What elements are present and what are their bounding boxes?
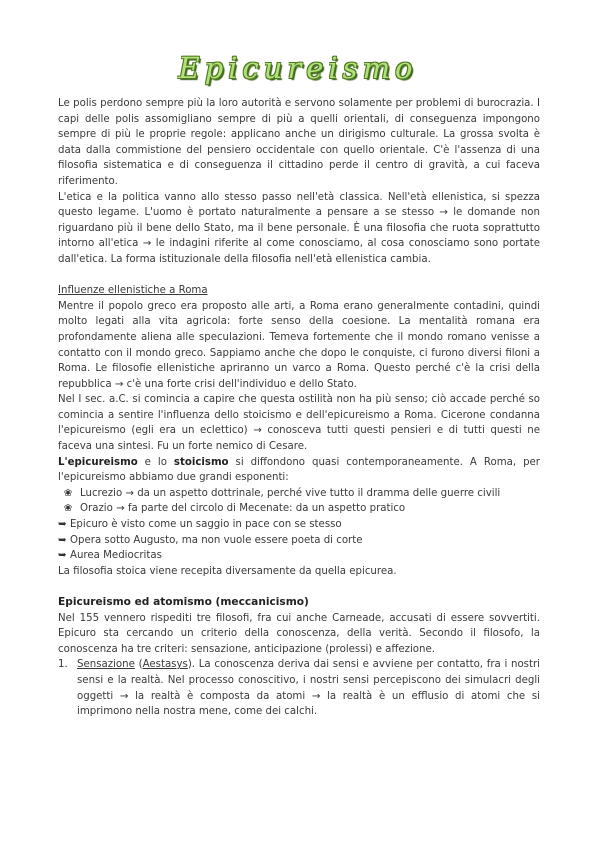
flower-bullet-icon: ❀: [63, 503, 73, 515]
orazio-notes-list: [58, 517, 540, 564]
document-title: Epicureismo: [178, 51, 418, 85]
intro-paragraph-2: L'etica e la politica vanno allo stesso passo nell'età classica. Nell'età ellenistica, si spezza questo legame. L'uomo è portato naturalmente a pensare a se stesso → le domande non riguardano più il bene dello Stato, ma il bene personale. È una filosofia che ruota soprattutto intorno all'etica → le indagini riferite al come conosciamo, al cosa conosciamo sono portate dall'etica. La forma istituzionale della filosofia nell'età ellenistica cambia.: [58, 191, 540, 265]
influenze-paragraph-1: Mentre il popolo greco era proposto alle arti, a Roma erano generalmente contadini, quindi molto legati alla vita agricola: forte senso della coesione. La mentalità romana era profondamente aliena alle speculazioni. Temeva fortemente che il mondo romano venisse a contatto con il mondo greco. Sappiamo anche che dopo le conquiste, ci furono diversi filoni a Roma. Le filosofie ellenistiche apriranno un varco a Roma. Questo perché c'è la crisi della repubblica → c'è una forte crisi dell'individuo e dello Stato.: [58, 300, 540, 390]
list-item: ➥ Aurea Mediocritas: [58, 548, 540, 564]
esponenti-list: [58, 486, 540, 517]
influenze-paragraph-2: Nel I sec. a.C. si comincia a capire che questa ostilità non ha più senso; ciò accade perché so comincia a sentire l'influenza dello stoicismo e dell'epicureismo a Roma. Cicerone condanna l'epicureismo (egli era un eclettico) → conosceva tutti questi pensieri e di tutti questi ne faceva una sintesi. Fu un forte nemico di Cesare.: [58, 394, 540, 453]
list-item: ❀ Lucrezio → da un aspetto dottrinale, perché vive tutto il dramma delle guerre civili: [58, 486, 540, 502]
influenze-paragraph-3: L'epicureismo e lo stoicismo si diffondono quasi contemporaneamente. A Roma, per l'epicureismo abbiamo due grandi esponenti:: [58, 456, 540, 484]
document-body: [58, 96, 540, 720]
arrow-bullet-icon: ➥: [58, 550, 67, 562]
arrow-bullet-icon: ➥: [58, 519, 67, 531]
criteri-list: [58, 657, 540, 719]
list-item: ➥ Opera sotto Augusto, ma non vuole essere poeta di corte: [58, 533, 540, 549]
arrow-bullet-icon: ➥: [58, 534, 67, 546]
influenze-closing: La filosofia stoica viene recepita diversamente da quella epicurea.: [58, 565, 397, 577]
atomismo-paragraph-1: Nel 155 vennero rispediti tre filosofi, fra cui anche Carneade, accusati di essere sovvertiti. Epicuro sta cercando un criterio della conoscenza, della verità. Secondo il filosofo, la conoscenza ha tre criteri: sensazione, anticipazione (prolessi) e affezione.: [58, 612, 540, 655]
list-item: ❀ Orazio → fa parte del circolo di Mecenate: da un aspetto pratico: [58, 501, 540, 517]
list-item: ➥ Epicuro è visto come un saggio in pace con se stesso: [58, 517, 540, 533]
section-heading-atomismo: Epicureismo ed atomismo (meccanicismo): [58, 596, 309, 608]
list-number: 1.: [58, 659, 68, 671]
section-heading-influenze: Influenze ellenistiche a Roma: [58, 285, 208, 297]
list-item: 1. Sensazione (Aestasys). La conoscenza deriva dai sensi e avviene per contatto, fra i nostri sensi e la realtà. Nel processo conoscitivo, i nostri sensi percepiscono dei simulacri degli oggetti → la realtà è composta da atomi → la realtà è un efflusio di atomi che si imprimono nella nostra mene, come dei calchi.: [58, 659, 541, 718]
intro-paragraph-1: Le polis perdono sempre più la loro autorità e servono solamente per problemi di burocrazia. I capi delle polis assomigliano sempre di più a quelli orientali, di conseguenza impongono sempre di più le proprie regole: applicano anche un dirigismo culturale. La grossa svolta è data dalla commistione del pensiero occidentale con quello orientale. C'è l'assenza di una filosofia sistematica e di conseguenza il cittadino perde il centro di gravità, a cui faceva riferimento.: [58, 98, 540, 187]
flower-bullet-icon: ❀: [63, 487, 73, 499]
